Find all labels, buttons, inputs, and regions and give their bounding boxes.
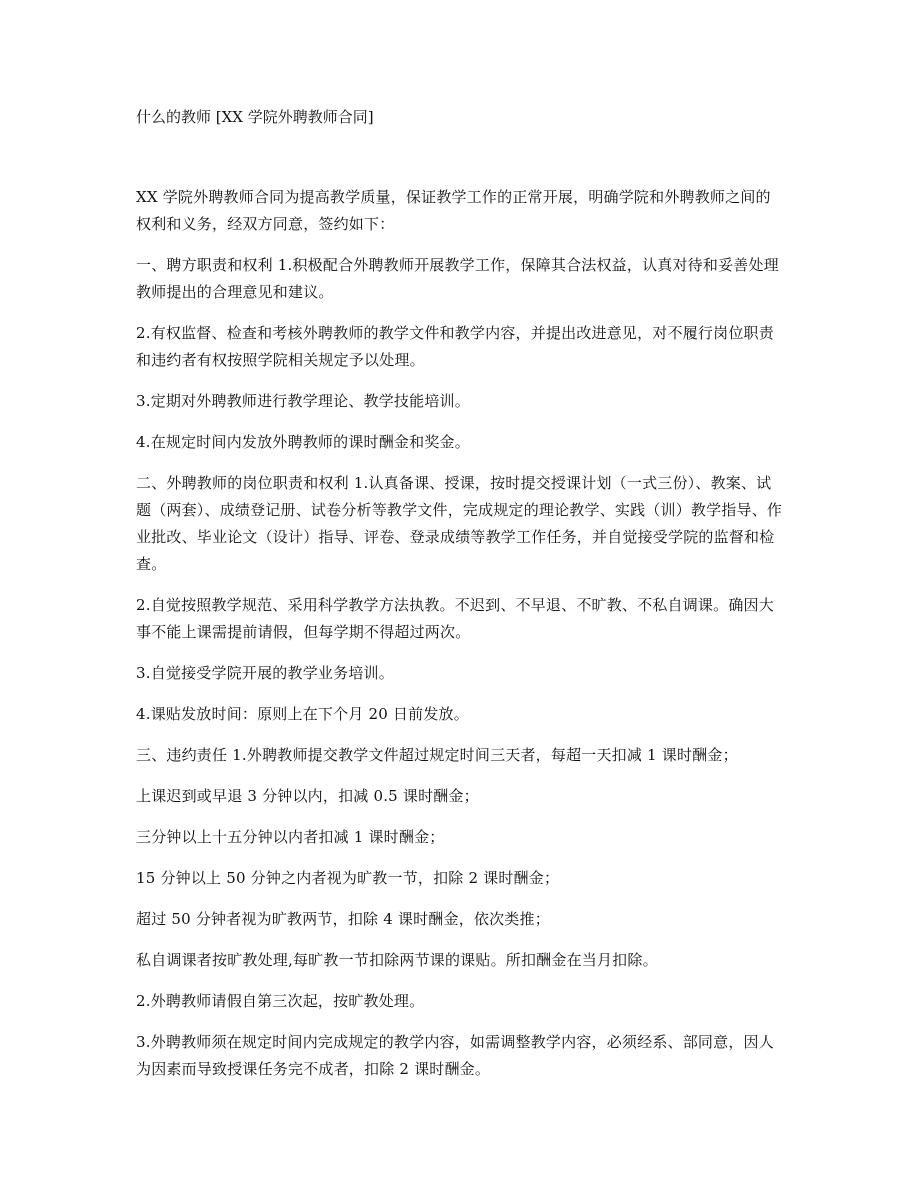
document-title: 什么的教师 [XX 学院外聘教师合同] xyxy=(136,108,374,126)
paragraph-employer-duties-1: 一、聘方职责和权利 1.积极配合外聘教师开展教学工作，保障其合法权益，认真对待和妥善处理教师提出的合理意见和建议。 xyxy=(136,256,779,301)
paragraph-breach-late-15min: 三分钟以上十五分钟以内者扣减 1 课时酬金； xyxy=(136,828,445,846)
paragraph-breach-unauthorized-swap: 私自调课者按旷教处理,每旷教一节扣除两节课的课贴。所扣酬金在当月扣除。 xyxy=(136,951,658,969)
paragraph-teacher-duties-3: 3.自觉接受学院开展的教学业务培训。 xyxy=(136,664,394,682)
paragraph-teacher-duties-4: 4.课贴发放时间：原则上在下个月 20 日前发放。 xyxy=(136,705,469,723)
paragraph-employer-duties-4: 4.在规定时间内发放外聘教师的课时酬金和奖金。 xyxy=(136,433,470,451)
paragraph-breach-3: 3.外聘教师须在规定时间内完成规定的教学内容，如需调整教学内容，必须经系、部同意，因人为因素而导致授课任务完不成者，扣除 2 课时酬金。 xyxy=(136,1033,774,1078)
paragraph-employer-duties-2: 2.有权监督、检查和考核外聘教师的教学文件和教学内容，并提出改进意见，对不履行岗位职责和违约者有权按照学院相关规定予以处理。 xyxy=(136,324,774,369)
document-body xyxy=(136,184,784,1097)
paragraph-employer-duties-3: 3.定期对外聘教师进行教学理论、教学技能培训。 xyxy=(136,392,470,410)
paragraph-teacher-duties-2: 2.自觉按照教学规范、采用科学教学方法执教。不迟到、不早退、不旷教、不私自调课。确因大事不能上课需提前请假，但每学期不得超过两次。 xyxy=(136,596,774,641)
paragraph-breach-late-50min: 15 分钟以上 50 分钟之内者视为旷教一节，扣除 2 课时酬金； xyxy=(136,869,560,887)
paragraph-breach-late-3min: 上课迟到或早退 3 分钟以内，扣减 0.5 课时酬金； xyxy=(136,787,479,805)
paragraph-teacher-duties-1: 二、外聘教师的岗位职责和权利 1.认真备课、授课，按时提交授课计划（一式三份）、教案、试题（两套）、成绩登记册、试卷分析等教学文件，完成规定的理论教学、实践（训）教学指导、作业批改、毕业论文（设计）指导、评卷、登录成绩等教学工作任务，并自觉接受学院的监督和检查。 xyxy=(136,474,783,573)
paragraph-intro: XX 学院外聘教师合同为提高教学质量，保证教学工作的正常开展，明确学院和外聘教师之间的权利和义务，经双方同意，签约如下： xyxy=(136,188,771,233)
paragraph-breach-2: 2.外聘教师请假自第三次起，按旷教处理。 xyxy=(136,992,425,1010)
paragraph-breach-over-50min: 超过 50 分钟者视为旷教两节，扣除 4 课时酬金，依次类推； xyxy=(136,910,550,928)
paragraph-breach-1: 三、违约责任 1.外聘教师提交教学文件超过规定时间三天者，每超一天扣减 1 课时酬金； xyxy=(136,746,738,764)
